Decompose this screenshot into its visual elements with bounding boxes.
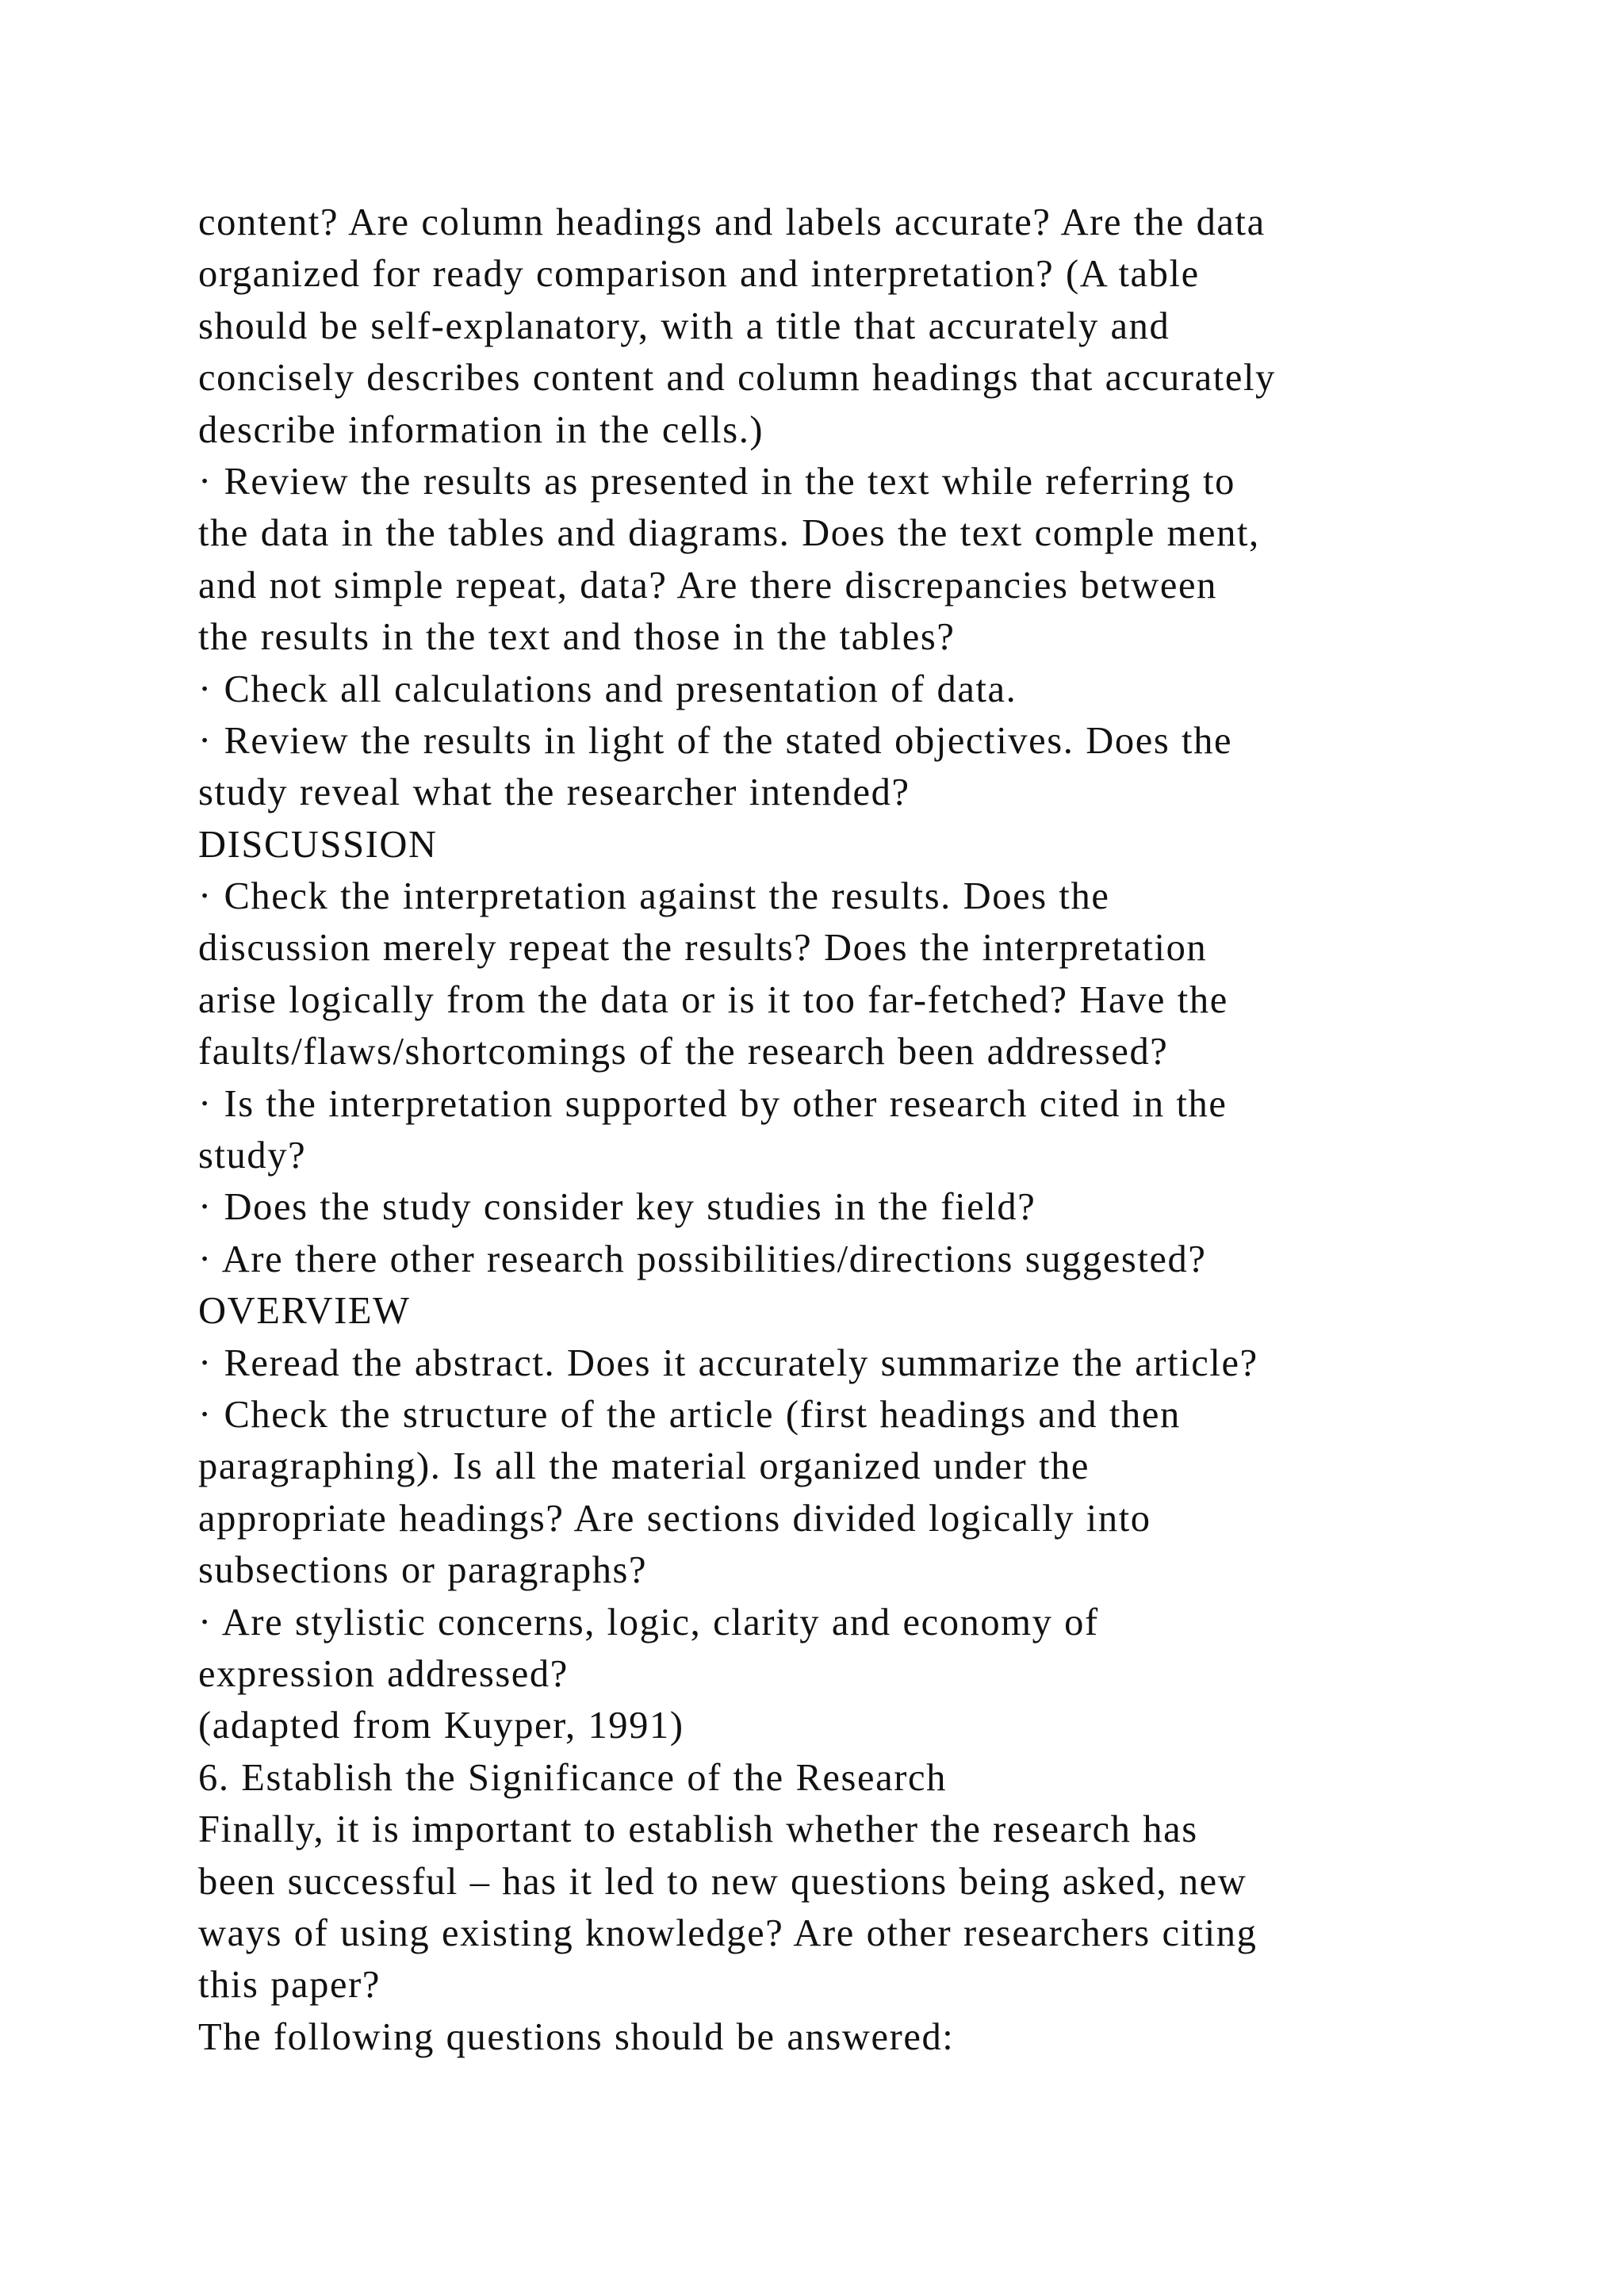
bullet-line: · Check the interpretation against the results. Does the (198, 875, 1110, 918)
text-line: paragraphing). Is all the material organized under the (198, 1445, 1090, 1488)
text-line: describe information in the cells.) (198, 408, 764, 451)
bullet-line: · Check all calculations and presentation of data. (198, 668, 1017, 710)
text-line: The following questions should be answered: (198, 2015, 955, 2058)
bullet-line: · Is the interpretation supported by other research cited in the (198, 1082, 1228, 1125)
text-line: the data in the tables and diagrams. Does the text comple ment, (198, 512, 1260, 555)
text-line: ways of using existing knowledge? Are other researchers citing (198, 1911, 1258, 1954)
bullet-line: · Check the structure of the article (first headings and then (198, 1393, 1181, 1436)
text-line: the results in the text and those in the tables? (198, 616, 956, 659)
bullet-line: · Are stylistic concerns, logic, clarity and economy of (198, 1601, 1099, 1644)
citation-line: (adapted from Kuyper, 1991) (198, 1705, 684, 1747)
text-line: arise logically from the data or is it too far-fetched? Have the (198, 978, 1228, 1021)
text-line: content? Are column headings and labels accurate? Are the data (198, 201, 1266, 243)
text-line: should be self-explanatory, with a title that accurately and (198, 304, 1170, 347)
text-line: this paper? (198, 1964, 381, 2007)
text-line: subsections or paragraphs? (198, 1549, 648, 1592)
text-line: discussion merely repeat the results? Does the interpretation (198, 927, 1208, 970)
section-heading-significance: 6. Establish the Significance of the Research (198, 1756, 947, 1799)
text-line: Finally, it is important to establish whether the research has (198, 1808, 1198, 1851)
text-line: been successful – has it led to new questions being asked, new (198, 1860, 1247, 1903)
text-line: appropriate headings? Are sections divided logically into (198, 1497, 1151, 1540)
text-line: faults/flaws/shortcomings of the research been addressed? (198, 1031, 1169, 1073)
bullet-line: · Review the results in light of the stated objectives. Does the (198, 719, 1233, 762)
section-heading-discussion: DISCUSSION (198, 823, 438, 866)
text-line: and not simple repeat, data? Are there discrepancies between (198, 564, 1217, 607)
text-line: concisely describes content and column headings that accurately (198, 357, 1276, 400)
text-line: organized for ready comparison and interpretation? (A table (198, 253, 1200, 296)
text-line: study reveal what the researcher intended? (198, 771, 910, 814)
bullet-line: · Reread the abstract. Does it accurately summarize the article? (198, 1341, 1258, 1384)
text-line: study? (198, 1135, 307, 1177)
bullet-line: · Does the study consider key studies in the field? (198, 1186, 1036, 1229)
section-heading-overview: OVERVIEW (198, 1290, 411, 1333)
bullet-line: · Review the results as presented in the text while referring to (198, 460, 1235, 503)
document-page (198, 197, 1546, 2063)
bullet-line: · Are there other research possibilities/directions suggested? (198, 1238, 1207, 1280)
text-line: expression addressed? (198, 1652, 569, 1695)
